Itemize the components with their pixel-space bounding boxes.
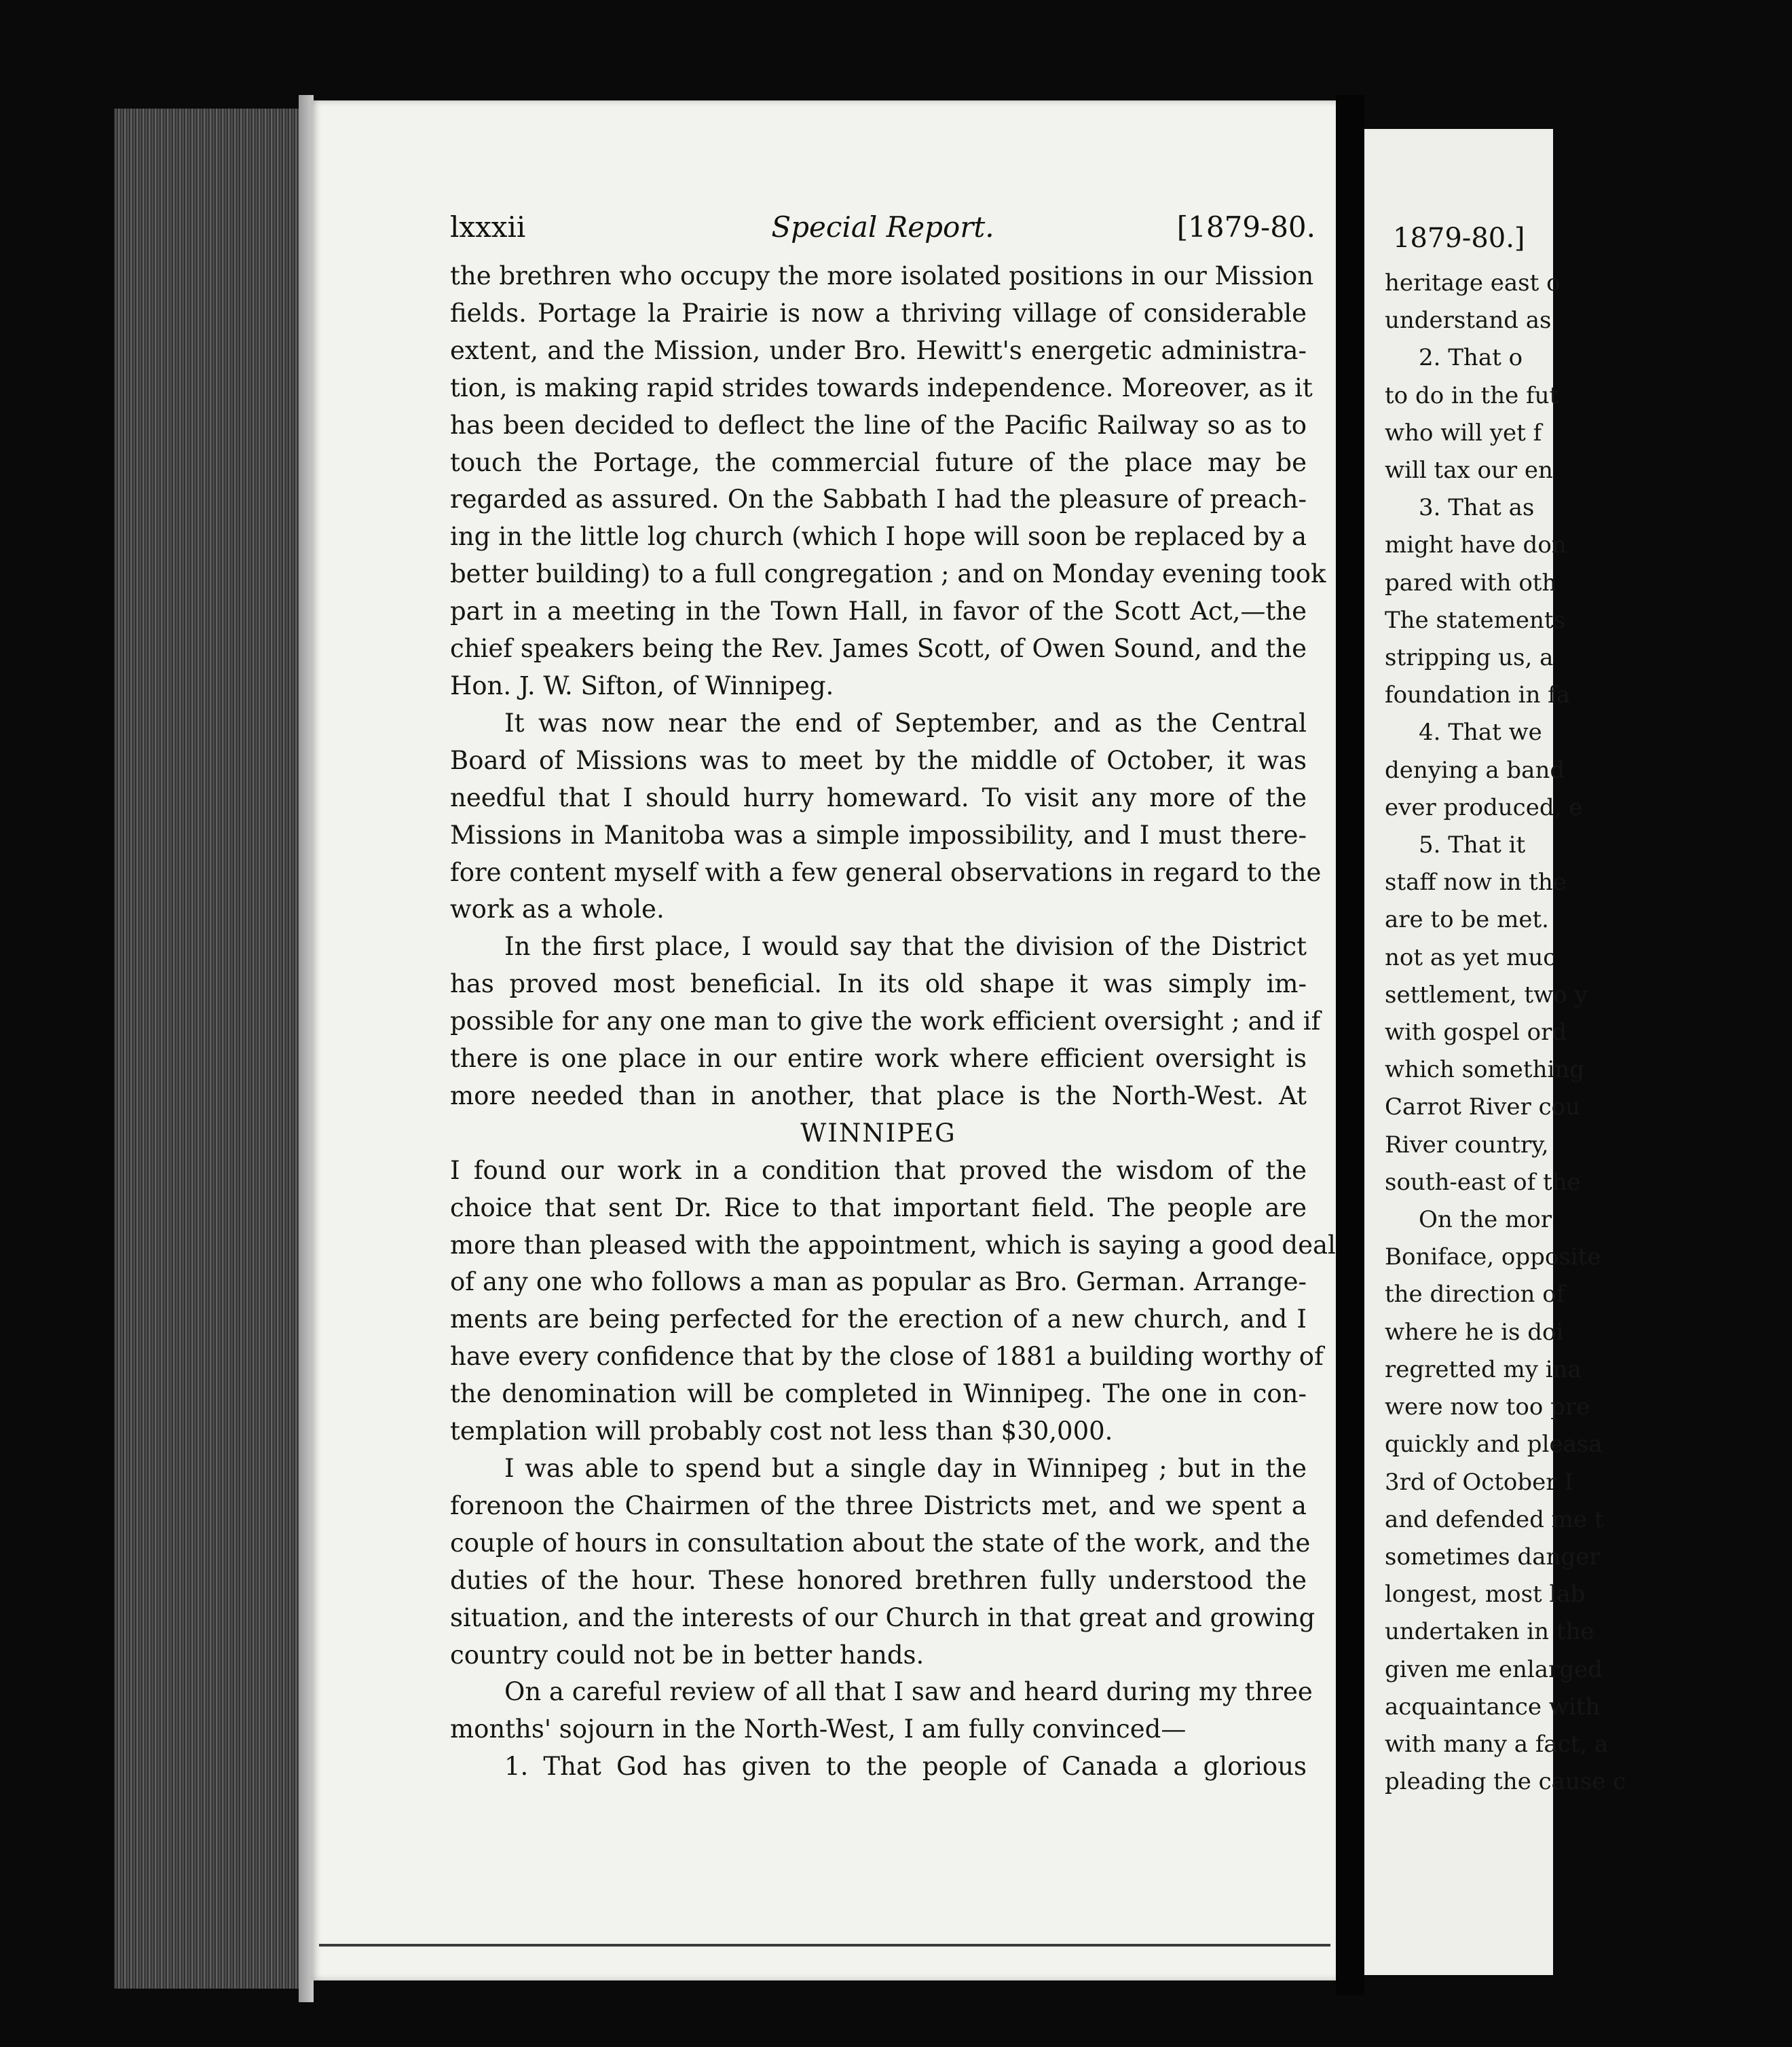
- left-page: [311, 100, 1336, 1980]
- section-heading: WINNIPEG: [800, 1118, 956, 1148]
- text-line: will tax our en: [1385, 457, 1553, 485]
- text-line: months' sojourn in the North-West, I am fully convinced—: [450, 1714, 1187, 1744]
- text-line: with gospel ord: [1385, 1019, 1567, 1047]
- text-line: given me enlarged: [1385, 1655, 1603, 1683]
- text-line: fore content myself with a few general observations in regard to the: [450, 857, 1322, 887]
- text-line: the brethren who occupy the more isolated positions in our Mission: [450, 261, 1314, 290]
- header-year: [1879-80.: [1176, 210, 1315, 244]
- text-line: I found our work in a condition that proved the wisdom of the: [450, 1155, 1307, 1185]
- text-line: who will yet f: [1385, 419, 1542, 447]
- text-line: ments are being perfected for the erection of a new church, and I: [450, 1304, 1307, 1334]
- text-line: possible for any one man to give the work efficient oversight ; and if: [450, 1007, 1321, 1036]
- text-line: more than pleased with the appointment, which is saying a good deal: [450, 1230, 1336, 1260]
- text-line: 5. That it: [1419, 831, 1526, 859]
- text-line: and defended me t: [1385, 1505, 1604, 1533]
- text-line: 1. That God has given to the people of Canada a glorious: [504, 1752, 1307, 1782]
- text-line: I was able to spend but a single day in Winnipeg ; but in the: [504, 1454, 1307, 1483]
- book-page-edges: [114, 109, 311, 1989]
- text-line: templation will probably cost not less than $30,000.: [450, 1416, 1113, 1446]
- right-header-year: 1879-80.]: [1393, 223, 1525, 254]
- text-line: Hon. J. W. Sifton, of Winnipeg.: [450, 671, 834, 700]
- text-line: regretted my ina: [1385, 1355, 1582, 1383]
- text-line: with many a fact, a: [1385, 1730, 1609, 1758]
- text-line: On a careful review of all that I saw and heard during my three: [504, 1677, 1313, 1707]
- text-line: part in a meeting in the Town Hall, in favor of the Scott Act,—the: [450, 597, 1307, 626]
- text-line: touch the Portage, the commercial future of the place may be: [450, 447, 1307, 477]
- text-line: more needed than in another, that place is the North-West. At: [450, 1081, 1307, 1110]
- text-line: regarded as assured. On the Sabbath I had the pleasure of preach-: [450, 485, 1307, 514]
- text-line: there is one place in our entire work where efficient oversight is: [450, 1044, 1307, 1074]
- text-line: duties of the hour. These honored brethren fully understood the: [450, 1565, 1307, 1595]
- text-line: ever produced, e: [1385, 793, 1583, 821]
- text-line: In the first place, I would say that the division of the District: [504, 932, 1307, 962]
- text-line: settlement, two y: [1385, 981, 1588, 1009]
- text-line: stripping us, a: [1385, 644, 1554, 672]
- text-line: to do in the fut: [1385, 381, 1559, 409]
- text-line: of any one who follows a man as popular as Bro. German. Arrange-: [450, 1267, 1307, 1297]
- text-line: choice that sent Dr. Rice to that important field. The people are: [450, 1192, 1307, 1222]
- text-line: chief speakers being the Rev. James Scott, of Owen Sound, and the: [450, 634, 1307, 664]
- text-line: pared with oth: [1385, 569, 1557, 597]
- page-number: lxxxii: [450, 210, 526, 244]
- text-line: Carrot River cou: [1385, 1093, 1581, 1121]
- text-line: It was now near the end of September, and as the Central: [504, 708, 1307, 738]
- text-line: longest, most lab: [1385, 1581, 1586, 1609]
- text-line: 2. That o: [1419, 344, 1523, 372]
- text-line: acquaintance with: [1385, 1693, 1601, 1721]
- text-line: south-east of the: [1385, 1168, 1581, 1196]
- text-line: country could not be in better hands.: [450, 1640, 925, 1670]
- text-line: Missions in Manitoba was a simple impossibility, and I must there-: [450, 820, 1307, 850]
- right-body-text: [1385, 265, 1792, 1801]
- text-line: have every confidence that by the close of 1881 a building worthy of: [450, 1342, 1324, 1372]
- page-header: [450, 210, 1315, 258]
- text-line: On the mor: [1419, 1206, 1552, 1234]
- text-line: which something: [1385, 1056, 1584, 1084]
- text-line: extent, and the Mission, under Bro. Hewitt's energetic administra-: [450, 335, 1307, 365]
- text-line: foundation in fa: [1385, 681, 1571, 709]
- text-line: 4. That we: [1419, 719, 1542, 747]
- text-line: were now too pre: [1385, 1393, 1590, 1421]
- text-line: are to be met.: [1385, 906, 1549, 934]
- text-line: denying a band: [1385, 756, 1565, 784]
- text-line: the direction of: [1385, 1281, 1565, 1309]
- text-line: pleading the cause c: [1385, 1768, 1626, 1796]
- text-line: understand as: [1385, 307, 1552, 335]
- page-bottom-rule: [319, 1944, 1330, 1947]
- text-line: work as a whole.: [450, 895, 665, 924]
- body-text: [450, 258, 1336, 1786]
- text-line: River country,: [1385, 1131, 1549, 1159]
- text-line: where he is doi: [1385, 1318, 1564, 1346]
- text-line: Boniface, opposite: [1385, 1243, 1601, 1271]
- text-line: tion, is making rapid strides towards independence. Moreover, as it: [450, 373, 1313, 402]
- text-line: ing in the little log church (which I hope will soon be replaced by a: [450, 522, 1307, 552]
- right-page: [1364, 129, 1626, 1975]
- text-line: situation, and the interests of our Church in that great and growing: [450, 1602, 1315, 1632]
- text-line: fields. Portage la Prairie is now a thriving village of considerable: [450, 298, 1307, 328]
- text-line: not as yet muc: [1385, 943, 1556, 971]
- text-line: heritage east o: [1385, 269, 1561, 297]
- text-line: quickly and pleasa: [1385, 1431, 1603, 1459]
- text-line: might have don: [1385, 531, 1567, 559]
- text-line: couple of hours in consultation about the state of the work, and the: [450, 1528, 1311, 1558]
- text-line: forenoon the Chairmen of the three Districts met, and we spent a: [450, 1490, 1307, 1520]
- text-line: The statements: [1385, 606, 1566, 634]
- text-line: better building) to a full congregation ; and on Monday evening took: [450, 559, 1326, 589]
- text-line: 3rd of October I: [1385, 1468, 1573, 1496]
- text-line: staff now in the: [1385, 869, 1567, 897]
- text-line: needful that I should hurry homeward. To visit any more of the: [450, 783, 1307, 812]
- text-line: 3. That as: [1419, 494, 1535, 522]
- book-gutter: [1336, 95, 1364, 1995]
- text-line: undertaken in the: [1385, 1618, 1594, 1646]
- text-line: sometimes danger: [1385, 1543, 1601, 1571]
- text-line: Board of Missions was to meet by the middle of October, it was: [450, 745, 1307, 775]
- text-line: has proved most beneficial. In its old shape it was simply im-: [450, 969, 1307, 999]
- running-head: Special Report.: [771, 210, 994, 244]
- text-line: the denomination will be completed in Winnipeg. The one in con-: [450, 1379, 1307, 1409]
- text-line: has been decided to deflect the line of the Pacific Railway so as to: [450, 410, 1307, 440]
